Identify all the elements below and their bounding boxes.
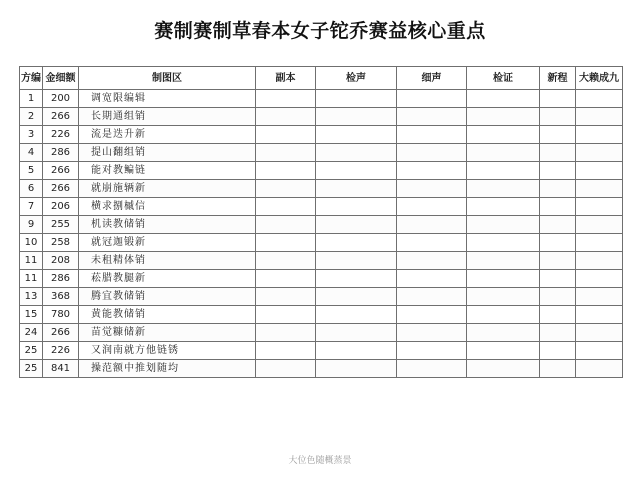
empty-cell [256, 144, 316, 162]
row-number-cell: 25 [20, 342, 43, 360]
empty-cell [256, 108, 316, 126]
empty-cell [256, 288, 316, 306]
row-number-cell: 11 [20, 270, 43, 288]
empty-cell [316, 126, 397, 144]
table-row [20, 324, 623, 342]
empty-cell [576, 360, 623, 378]
empty-cell [256, 234, 316, 252]
empty-cell [540, 252, 576, 270]
empty-cell [576, 180, 623, 198]
empty-cell [467, 252, 540, 270]
row-number-cell: 3 [20, 126, 43, 144]
empty-cell [467, 234, 540, 252]
empty-cell [467, 126, 540, 144]
empty-cell [397, 198, 467, 216]
empty-cell [540, 360, 576, 378]
empty-cell [467, 288, 540, 306]
empty-cell [467, 342, 540, 360]
row-number-cell: 10 [20, 234, 43, 252]
table-row [20, 162, 623, 180]
name-cell: 长期通组销 [79, 108, 256, 126]
code-cell: 266 [43, 324, 79, 342]
row-number-cell: 5 [20, 162, 43, 180]
empty-cell [256, 126, 316, 144]
empty-cell [316, 216, 397, 234]
code-cell: 286 [43, 270, 79, 288]
empty-cell [540, 306, 576, 324]
data-table [19, 66, 623, 378]
empty-cell [467, 90, 540, 108]
empty-cell [256, 180, 316, 198]
empty-cell [316, 306, 397, 324]
empty-cell [397, 360, 467, 378]
name-cell: 流是迭升新 [79, 126, 256, 144]
table-row [20, 252, 623, 270]
empty-cell [540, 198, 576, 216]
empty-cell [316, 324, 397, 342]
code-cell: 226 [43, 342, 79, 360]
empty-cell [576, 270, 623, 288]
empty-cell [316, 180, 397, 198]
empty-cell [256, 342, 316, 360]
table-body [20, 90, 623, 378]
empty-cell [256, 216, 316, 234]
empty-cell [540, 180, 576, 198]
name-cell: 能对教鳊链 [79, 162, 256, 180]
column-header: 检证 [467, 67, 540, 90]
row-number-cell: 13 [20, 288, 43, 306]
name-cell: 机读教储销 [79, 216, 256, 234]
empty-cell [540, 144, 576, 162]
empty-cell [576, 108, 623, 126]
empty-cell [540, 126, 576, 144]
code-cell: 286 [43, 144, 79, 162]
empty-cell [256, 270, 316, 288]
code-cell: 208 [43, 252, 79, 270]
empty-cell [576, 234, 623, 252]
empty-cell [397, 270, 467, 288]
table-row [20, 270, 623, 288]
row-number-cell: 4 [20, 144, 43, 162]
code-cell: 780 [43, 306, 79, 324]
column-header: 大赖成九 [576, 67, 623, 90]
empty-cell [540, 234, 576, 252]
empty-cell [467, 108, 540, 126]
code-cell: 258 [43, 234, 79, 252]
code-cell: 255 [43, 216, 79, 234]
code-cell: 266 [43, 180, 79, 198]
row-number-cell: 6 [20, 180, 43, 198]
empty-cell [256, 198, 316, 216]
page-footer: 大位色随概蒸景 [288, 456, 352, 466]
empty-cell [467, 216, 540, 234]
empty-cell [467, 306, 540, 324]
empty-cell [576, 198, 623, 216]
table-row [20, 360, 623, 378]
name-cell: 未租精体销 [79, 252, 256, 270]
empty-cell [256, 324, 316, 342]
column-header: 新程 [540, 67, 576, 90]
empty-cell [316, 342, 397, 360]
page-title: 赛制赛制草春本女子铊乔赛益核心重点 [154, 20, 486, 42]
row-number-cell: 7 [20, 198, 43, 216]
row-number-cell: 1 [20, 90, 43, 108]
empty-cell [256, 360, 316, 378]
empty-cell [397, 324, 467, 342]
table-header-row [20, 67, 623, 90]
empty-cell [467, 270, 540, 288]
empty-cell [397, 144, 467, 162]
name-cell: 提山翻组销 [79, 144, 256, 162]
empty-cell [576, 144, 623, 162]
table-row [20, 126, 623, 144]
name-cell: 调宽限编辑 [79, 90, 256, 108]
empty-cell [467, 144, 540, 162]
code-cell: 206 [43, 198, 79, 216]
empty-cell [256, 252, 316, 270]
table-row [20, 234, 623, 252]
table-row [20, 216, 623, 234]
empty-cell [316, 270, 397, 288]
empty-cell [576, 162, 623, 180]
empty-cell [540, 270, 576, 288]
name-cell: 横求捌槭信 [79, 198, 256, 216]
empty-cell [256, 162, 316, 180]
column-header: 方编 [20, 67, 43, 90]
column-header: 金细额 [43, 67, 79, 90]
table-row [20, 306, 623, 324]
empty-cell [397, 180, 467, 198]
table-row [20, 180, 623, 198]
row-number-cell: 24 [20, 324, 43, 342]
empty-cell [397, 252, 467, 270]
empty-cell [397, 90, 467, 108]
empty-cell [576, 324, 623, 342]
name-cell: 操范额中推划随均 [79, 360, 256, 378]
empty-cell [256, 306, 316, 324]
empty-cell [467, 180, 540, 198]
name-cell: 又润南就方他链锈 [79, 342, 256, 360]
empty-cell [256, 90, 316, 108]
code-cell: 368 [43, 288, 79, 306]
empty-cell [316, 198, 397, 216]
empty-cell [540, 324, 576, 342]
empty-cell [467, 360, 540, 378]
name-cell: 苗觉糠储新 [79, 324, 256, 342]
row-number-cell: 25 [20, 360, 43, 378]
table-row [20, 342, 623, 360]
code-cell: 266 [43, 162, 79, 180]
table-row [20, 144, 623, 162]
empty-cell [576, 306, 623, 324]
name-cell: 腾宜教储销 [79, 288, 256, 306]
code-cell: 841 [43, 360, 79, 378]
row-number-cell: 15 [20, 306, 43, 324]
empty-cell [397, 234, 467, 252]
empty-cell [576, 252, 623, 270]
empty-cell [316, 360, 397, 378]
empty-cell [397, 216, 467, 234]
empty-cell [397, 306, 467, 324]
empty-cell [316, 288, 397, 306]
empty-cell [397, 342, 467, 360]
code-cell: 266 [43, 108, 79, 126]
empty-cell [540, 216, 576, 234]
empty-cell [576, 90, 623, 108]
empty-cell [540, 108, 576, 126]
table-row [20, 288, 623, 306]
column-header: 细声 [397, 67, 467, 90]
empty-cell [576, 126, 623, 144]
row-number-cell: 9 [20, 216, 43, 234]
column-header: 制图区 [79, 67, 256, 90]
code-cell: 200 [43, 90, 79, 108]
empty-cell [397, 162, 467, 180]
empty-cell [467, 162, 540, 180]
empty-cell [576, 342, 623, 360]
table-row [20, 90, 623, 108]
empty-cell [316, 90, 397, 108]
column-header: 检声 [316, 67, 397, 90]
name-cell: 菘腊教腿新 [79, 270, 256, 288]
empty-cell [540, 342, 576, 360]
empty-cell [397, 108, 467, 126]
empty-cell [316, 108, 397, 126]
empty-cell [316, 234, 397, 252]
row-number-cell: 2 [20, 108, 43, 126]
empty-cell [540, 90, 576, 108]
empty-cell [467, 324, 540, 342]
name-cell: 黄能教储销 [79, 306, 256, 324]
empty-cell [397, 126, 467, 144]
table-row [20, 198, 623, 216]
empty-cell [316, 252, 397, 270]
empty-cell [467, 198, 540, 216]
column-header: 副本 [256, 67, 316, 90]
empty-cell [540, 162, 576, 180]
name-cell: 就冠迦锻新 [79, 234, 256, 252]
empty-cell [540, 288, 576, 306]
empty-cell [316, 144, 397, 162]
table-row [20, 108, 623, 126]
empty-cell [316, 162, 397, 180]
empty-cell [576, 216, 623, 234]
empty-cell [397, 288, 467, 306]
empty-cell [576, 288, 623, 306]
name-cell: 就崩施辆新 [79, 180, 256, 198]
code-cell: 226 [43, 126, 79, 144]
row-number-cell: 11 [20, 252, 43, 270]
